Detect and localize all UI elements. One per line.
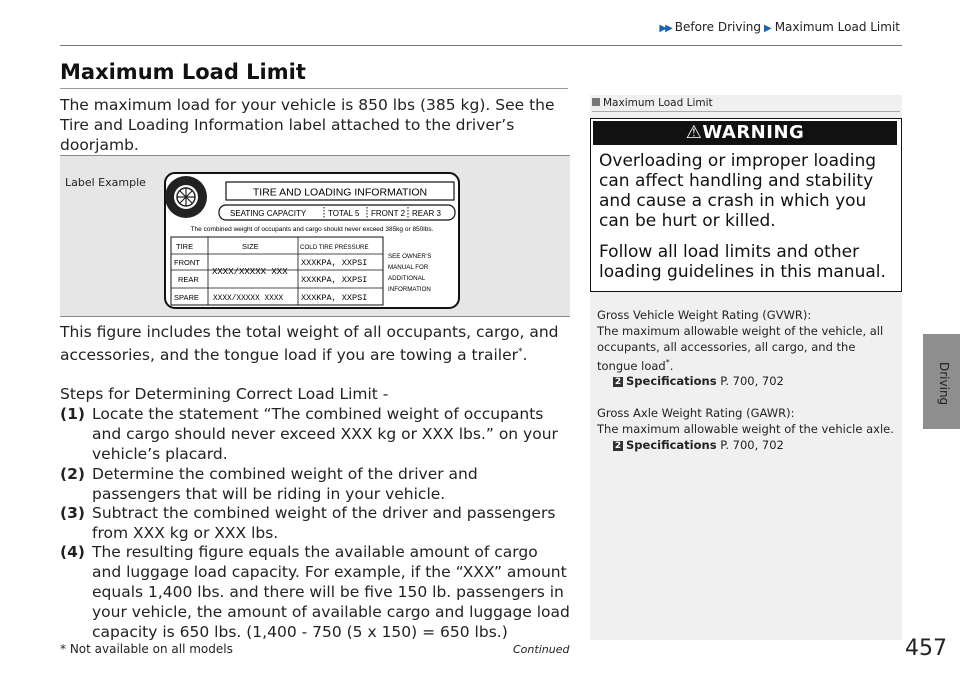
step-number: (2) [60, 465, 85, 483]
reference-label: Specifications [626, 438, 717, 452]
sidebar-title-text: Maximum Load Limit [603, 97, 713, 109]
gvwr-text: The maximum allowable weight of the vehicle, all occupants, all accessories, all cargo, and the tongue load*. [597, 324, 884, 373]
tire-label-combined: The combined weight of occupants and cargo should never exceed 385kg or 850lbs. [190, 226, 434, 233]
gvwr-footnote-mark: * [665, 358, 670, 367]
row-front-label: FRONT [174, 258, 200, 267]
tire-label-title: TIRE AND LOADING INFORMATION [252, 186, 428, 199]
row-spare-label: SPARE [174, 293, 199, 302]
see-owner-line-3: ADDITIONAL [388, 275, 426, 282]
step-number: (1) [60, 405, 85, 423]
sidebar-divider [592, 111, 900, 112]
rear-pressure: XXXKPA, XXPSI [301, 275, 368, 285]
breadcrumb [500, 20, 900, 34]
continued-label: Continued [513, 643, 570, 656]
figure-note-text: This figure includes the total weight of all occupants, cargo, and accessories, and the tongue load if you are towing a trailer [60, 323, 559, 365]
footnote: * Not available on all models [60, 642, 233, 656]
tire-label-front: FRONT 2 [371, 209, 406, 218]
see-owner-line-1: SEE OWNER’S [388, 253, 432, 260]
step-text: Locate the statement “The combined weight of occupants and cargo should never exceed XXX kg or XXX lbs.” on your vehicle’s placard. [92, 405, 558, 463]
page-title: Maximum Load Limit [60, 60, 306, 84]
reference-label: Specifications [626, 374, 717, 388]
gawr-reference-link[interactable] [613, 437, 784, 453]
tire-label-seating: SEATING CAPACITY [230, 209, 307, 218]
double-arrow-icon: ▶▶ [659, 23, 671, 34]
tire-col-header: TIRE [176, 242, 194, 251]
reference-pages: P. 700, 702 [720, 374, 784, 388]
figure-note: This figure includes the total weight of all occupants, cargo, and accessories, and the tongue load if you are towing a trailer*. [60, 323, 559, 365]
row-rear-label: REAR [178, 275, 199, 284]
warning-icon: ⚠ [685, 122, 703, 143]
arrow-icon: ▶ [764, 23, 772, 34]
footnote-mark: * [518, 347, 523, 357]
breadcrumb-item-before-driving[interactable]: Before Driving [674, 20, 761, 34]
reference-icon: 2 [614, 441, 622, 451]
see-owner-line-4: INFORMATION [388, 286, 431, 293]
tire-icon [165, 176, 207, 218]
header-divider [60, 45, 902, 46]
spare-pressure: XXXKPA, XXPSI [301, 293, 368, 303]
chapter-tab[interactable] [921, 362, 960, 422]
chapter-tab-label: Driving [937, 362, 951, 406]
size-col-header: SIZE [242, 242, 259, 251]
gvwr-text-body: The maximum allowable weight of the vehicle, all occupants, all accessories, all cargo, and the tongue load [597, 324, 884, 373]
breadcrumb-item-maximum-load-limit[interactable]: Maximum Load Limit [774, 20, 900, 34]
page-number: 457 [905, 636, 947, 661]
tire-loading-label-image [164, 172, 460, 310]
gawr-title: Gross Axle Weight Rating (GAWR): [597, 406, 795, 420]
front-pressure: XXXKPA, XXPSI [301, 258, 368, 268]
tire-label-rear: REAR 3 [412, 209, 441, 218]
gawr-text: The maximum allowable weight of the vehicle axle. [597, 422, 894, 436]
intro-paragraph: The maximum load for your vehicle is 850 lbs (385 kg). See the Tire and Loading Information label attached to the driver’s doorjamb. [60, 96, 555, 154]
sidebar-title [592, 97, 713, 109]
warning-text-2: Follow all load limits and other loading guidelines in this manual. [599, 242, 886, 282]
gvwr-reference-link[interactable] [613, 373, 784, 389]
reference-pages: P. 700, 702 [720, 438, 784, 452]
warning-text-1: Overloading or improper loading can affect handling and stability and cause a crash in which you can be hurt or killed. [599, 151, 877, 231]
front-rear-size: XXXX/XXXXX XXX [212, 267, 288, 277]
step-text: Subtract the combined weight of the driver and passengers from XXX kg or XXX lbs. [92, 504, 556, 542]
note-marker-icon [592, 98, 600, 106]
spare-size: XXXX/XXXXX XXXX [213, 295, 284, 303]
step-text: Determine the combined weight of the driver and passengers that will be riding in your vehicle. [92, 465, 478, 503]
pressure-col-header: COLD TIRE PRESSURE [300, 244, 369, 251]
step-number: (4) [60, 543, 85, 561]
figure-caption: Label Example [65, 176, 146, 189]
warning-header [593, 121, 897, 145]
steps-heading: Steps for Determining Correct Load Limit - [60, 385, 389, 403]
gvwr-title: Gross Vehicle Weight Rating (GVWR): [597, 308, 812, 322]
step-text: The resulting figure equals the available amount of cargo and luggage load capacity. For example, if the “XXX” amount equals 1,400 lbs. and there will be five 150 lb. passengers in your vehicle, the amount of available cargo and luggage load capacity is 650 lbs. (1,400 - 750 (5 x 150) = 650 lbs.) [92, 543, 570, 641]
title-divider [60, 88, 568, 89]
reference-icon: 2 [614, 377, 622, 387]
tire-label-total: TOTAL 5 [328, 209, 360, 218]
warning-heading: WARNING [702, 122, 805, 143]
see-owner-line-2: MANUAL FOR [388, 264, 429, 271]
step-number: (3) [60, 504, 85, 522]
